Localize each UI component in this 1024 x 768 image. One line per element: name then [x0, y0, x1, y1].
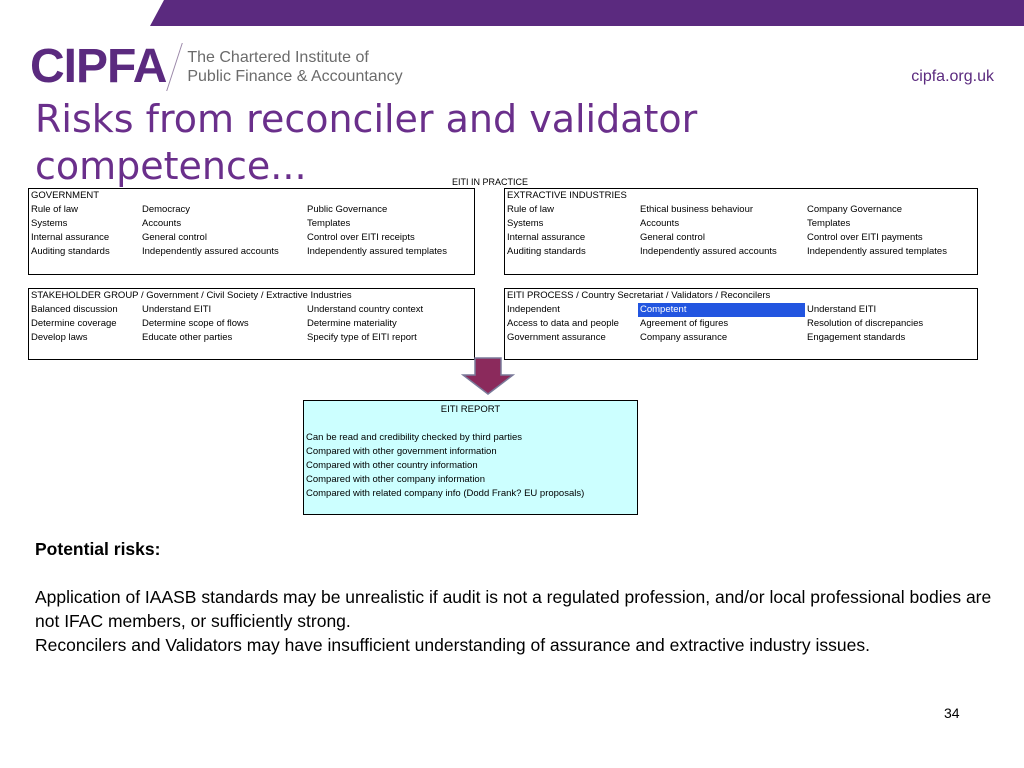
table-cell: Accounts [142, 218, 182, 229]
table-cell: Understand country context [307, 304, 424, 315]
table-row [29, 303, 474, 317]
table-cell: Internal assurance [507, 232, 586, 243]
logo-line-1: The Chartered Institute of [187, 49, 369, 66]
table-row [29, 231, 474, 245]
table-cell: Systems [507, 218, 544, 229]
table-cell: Independently assured templates [307, 246, 447, 257]
table-caption: EITI IN PRACTICE [452, 177, 529, 187]
table-cell: Accounts [640, 218, 680, 229]
report-item: Compared with other government information [306, 446, 497, 457]
table-cell: Rule of law [507, 204, 554, 215]
table-cell: Company Governance [807, 204, 903, 215]
government-header: GOVERNMENT [31, 190, 100, 201]
report-item: Compared with other company information [306, 474, 486, 485]
report-item: Can be read and credibility checked by third parties [306, 432, 522, 443]
risks-section [35, 537, 995, 657]
table-cell: Determine coverage [31, 318, 117, 329]
table-row [29, 317, 474, 331]
table-cell: Develop laws [31, 332, 88, 343]
table-cell: Public Governance [307, 204, 388, 215]
table-cell: Company assurance [640, 332, 728, 343]
extractive-header: EXTRACTIVE INDUSTRIES [507, 190, 627, 201]
table-cell: Templates [807, 218, 851, 229]
table-row [505, 303, 977, 317]
extractive-industries-box [504, 188, 978, 275]
table-row [505, 245, 977, 259]
table-cell: Resolution of discrepancies [807, 318, 924, 329]
table-cell: Educate other parties [142, 332, 233, 343]
table-cell: Understand EITI [142, 304, 212, 315]
table-cell: Rule of law [31, 204, 78, 215]
table-row [505, 203, 977, 217]
table-cell: Specify type of EITI report [307, 332, 417, 343]
eiti-process-box [504, 288, 978, 360]
table-cell: Independently assured accounts [640, 246, 777, 257]
top-brand-bar [150, 0, 1024, 26]
table-row [505, 231, 977, 245]
risks-heading: Potential risks: [35, 539, 161, 559]
logo-mark: CIPFA [30, 40, 167, 93]
process-header: EITI PROCESS / Country Secretariat / Validators / Reconcilers [507, 290, 771, 301]
cipfa-logo [30, 42, 403, 92]
page-number: 34 [944, 705, 960, 721]
table-cell: Democracy [142, 204, 191, 215]
table-row [505, 317, 977, 331]
table-cell-highlighted: Competent [638, 303, 805, 317]
table-cell: Government assurance [507, 332, 606, 343]
table-cell: Systems [31, 218, 68, 229]
report-header: EITI REPORT [440, 404, 501, 415]
table-row [505, 217, 977, 231]
site-url[interactable]: cipfa.org.uk [911, 68, 994, 85]
risks-paragraph-1: Application of IAASB standards may be unrealistic if audit is not a regulated profession, and/or local professional bodies are not IFAC members, or sufficiently strong. [35, 587, 992, 631]
risks-paragraph-2: Reconcilers and Validators may have insufficient understanding of assurance and extractive industry issues. [35, 635, 870, 655]
table-row [29, 217, 474, 231]
table-cell: Engagement standards [807, 332, 906, 343]
table-cell: Independently assured accounts [142, 246, 279, 257]
table-row [505, 331, 977, 345]
table-cell: Agreement of figures [640, 318, 729, 329]
table-row [29, 331, 474, 345]
stakeholder-group-box [28, 288, 475, 360]
table-cell: Independent [507, 304, 560, 315]
logo-text [187, 48, 402, 86]
table-cell: Access to data and people [507, 318, 619, 329]
table-cell: Independently assured templates [807, 246, 947, 257]
table-cell: Control over EITI payments [807, 232, 923, 243]
report-item: Compared with other country information [306, 460, 478, 471]
table-cell: Balanced discussion [31, 304, 118, 315]
report-item: Compared with related company info (Dodd Frank? EU proposals) [306, 488, 585, 499]
table-cell: Determine scope of flows [142, 318, 249, 329]
table-cell: Internal assurance [31, 232, 110, 243]
down-arrow-icon [461, 357, 515, 395]
slide-title: Risks from reconciler and validator competence... [35, 97, 698, 188]
table-row [29, 203, 474, 217]
logo-line-2: Public Finance & Accountancy [187, 68, 403, 85]
table-cell: Auditing standards [507, 246, 586, 257]
stakeholder-header: STAKEHOLDER GROUP / Government / Civil Society / Extractive Industries [31, 290, 352, 301]
table-cell: Ethical business behaviour [640, 204, 754, 215]
table-cell: Control over EITI receipts [307, 232, 415, 243]
table-row [29, 245, 474, 259]
government-box [28, 188, 475, 275]
table-cell: General control [640, 232, 705, 243]
table-cell: Understand EITI [807, 304, 877, 315]
table-cell: Auditing standards [31, 246, 110, 257]
logo-divider [167, 43, 184, 91]
table-cell: Templates [307, 218, 351, 229]
table-cell: General control [142, 232, 207, 243]
table-cell: Determine materiality [307, 318, 397, 329]
eiti-report-box [303, 400, 638, 515]
